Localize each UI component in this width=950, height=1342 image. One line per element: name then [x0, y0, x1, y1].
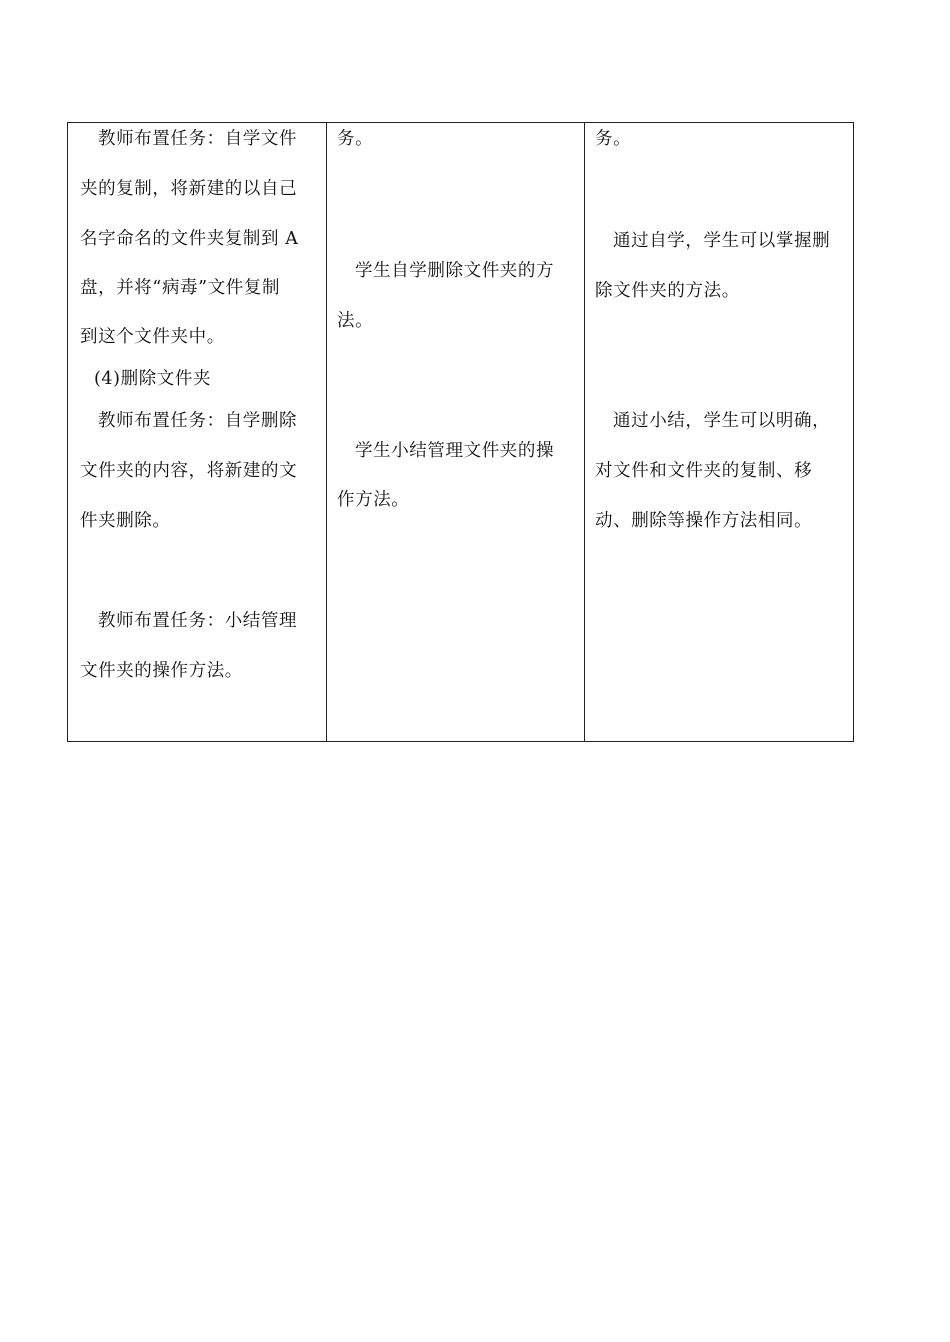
text-line: 通过自学，学生可以掌握删 [613, 231, 831, 251]
text-line: 务。 [595, 129, 632, 149]
text-line: 件夹删除。 [80, 511, 171, 531]
section-heading: (4)删除文件夹 [94, 369, 212, 389]
text-line: 除文件夹的方法。 [595, 281, 740, 301]
text-line: 务。 [337, 129, 374, 149]
text-line: 教师布置任务：小结管理 [98, 611, 298, 631]
text-line: 夹的复制，将新建的以自己 [80, 179, 298, 199]
text-line: 教师布置任务：自学删除 [98, 411, 298, 431]
text-line: 动、删除等操作方法相同。 [595, 511, 813, 531]
text-line: 作方法。 [337, 490, 410, 510]
student-activity-cell [327, 123, 585, 741]
text-line: 名字命名的文件夹复制到 A [80, 229, 299, 249]
text-line: 对文件和文件夹的复制、移 [595, 461, 813, 481]
teacher-activity-cell [68, 123, 327, 741]
design-intent-cell [585, 123, 853, 741]
text-line: 通过小结，学生可以明确， [613, 411, 831, 431]
lesson-table [67, 122, 854, 742]
text-line: 到这个文件夹中。 [80, 327, 225, 347]
text-line: 教师布置任务：自学文件 [98, 129, 298, 149]
text-line: 学生自学删除文件夹的方 [355, 261, 555, 281]
text-line: 盘，并将“病毒”文件复制 [80, 278, 281, 298]
text-line: 文件夹的内容，将新建的文 [80, 461, 298, 481]
text-line: 法。 [337, 311, 374, 331]
text-line: 学生小结管理文件夹的操 [355, 441, 555, 461]
text-line: 文件夹的操作方法。 [80, 661, 243, 681]
